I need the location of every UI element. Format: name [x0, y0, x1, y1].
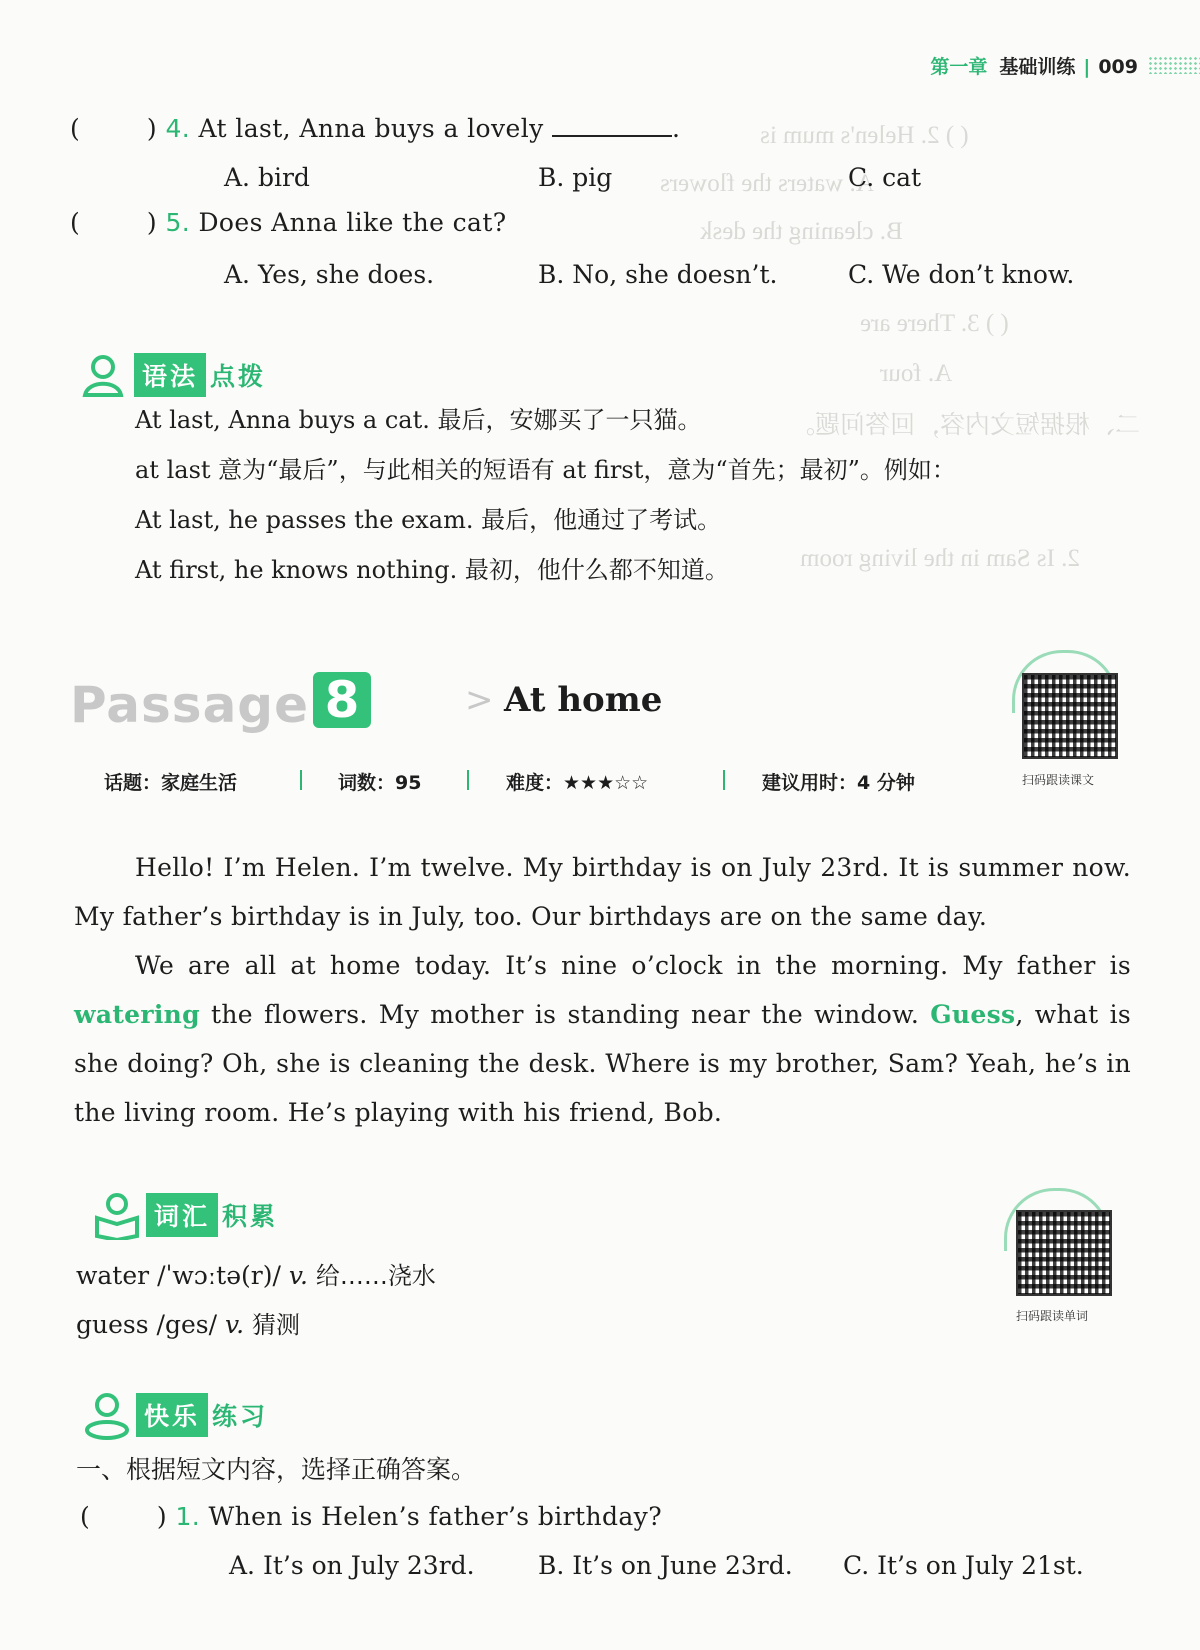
option-b[interactable]: B. No, she doesn’t.	[538, 260, 778, 289]
qr-caption: 扫码跟读单词	[1016, 1309, 1089, 1323]
meta-time: 建议用时：4 分钟	[762, 772, 915, 794]
vocab-meaning: 给……浇水	[315, 1262, 436, 1290]
qr-caption: 扫码跟读课文	[1022, 773, 1095, 787]
option-c[interactable]: C. It’s on July 21st.	[843, 1551, 1084, 1580]
paragraph-text: , what is she doing? Oh, she is cleaning the desk. Where is my brother, Sam? Yeah, he’s in the living room. He’s playing with his friend, Bob.	[74, 1000, 1131, 1127]
ghost-text: 二、根据短文内容，回答问题。	[790, 412, 1141, 439]
vocab-word: guess	[76, 1310, 149, 1339]
passage-paragraph-2	[74, 941, 1131, 1137]
grammar-heading	[80, 350, 266, 400]
header-dots-decoration	[1148, 56, 1200, 74]
grammar-title-rest: 点拨	[210, 362, 267, 391]
ghost-text: ( ) 3. There are	[860, 310, 1009, 337]
option-c[interactable]: C. cat	[848, 163, 922, 192]
option-c[interactable]: C. We don’t know.	[848, 260, 1075, 289]
practice-question-1: ( ) 1. When is Helen’s father’s birthday?	[80, 1502, 663, 1531]
meta-words: 词数：95	[338, 772, 422, 794]
ghost-text: A. waters the flowers	[660, 170, 874, 197]
page-number: 009	[1098, 56, 1138, 78]
vocab-title-rest: 积累	[222, 1202, 279, 1231]
answer-paren[interactable]: ( )	[80, 1502, 168, 1531]
ghost-text: B. cleaning the desk	[700, 218, 903, 245]
option-a[interactable]: A. Yes, she does.	[224, 260, 435, 289]
question-number: 1	[175, 1502, 192, 1531]
meta-separator	[723, 770, 725, 790]
practice-title-rest: 练习	[212, 1402, 269, 1431]
vocab-pos: v.	[224, 1310, 245, 1339]
grammar-line: At first, he knows nothing. 最初，他什么都不知道。	[135, 556, 729, 584]
qr-code-words[interactable]	[1016, 1210, 1112, 1296]
qr-code-text[interactable]	[1022, 673, 1118, 759]
question-number: 5	[165, 208, 182, 237]
ghost-text: 2. Is Sam in the living room	[800, 545, 1080, 572]
passage-title: At home	[504, 680, 663, 720]
option-b[interactable]: B. pig	[538, 163, 613, 192]
ghost-text: A. four	[880, 360, 953, 387]
practice-title-highlight: 快乐	[136, 1393, 208, 1437]
person-smile-icon	[82, 1390, 132, 1440]
paragraph-text: the flowers. My mother is standing near the window.	[199, 1000, 931, 1029]
answer-blank[interactable]	[552, 113, 672, 137]
question-text: Does Anna like the cat?	[198, 208, 507, 237]
grammar-title-highlight: 语法	[134, 353, 206, 397]
question-4: ( ) 4. At last, Anna buys a lovely .	[70, 114, 681, 143]
practice-instruction: 一、根据短文内容，选择正确答案。	[76, 1455, 477, 1484]
meta-topic: 话题：家庭生活	[104, 772, 238, 794]
vocab-word-highlight: watering	[74, 1000, 200, 1029]
vocab-item	[76, 1256, 436, 1291]
grammar-line: at last 意为“最后”，与此相关的短语有 at first，意为“首先；最初”。例如：	[135, 456, 956, 484]
passage-label: Passage	[70, 676, 310, 734]
arrow-icon: >	[465, 680, 494, 720]
passage-number: 8	[313, 672, 371, 728]
chapter-label: 第一章	[930, 56, 988, 78]
question-5: ( ) 5. Does Anna like the cat?	[70, 208, 507, 237]
question-text: When is Helen’s father’s birthday?	[208, 1502, 663, 1531]
grammar-line: At last, he passes the exam. 最后，他通过了考试。	[135, 506, 722, 534]
vocab-heading	[92, 1190, 278, 1240]
answer-paren[interactable]: ( )	[70, 114, 158, 143]
question-number: 4	[165, 114, 182, 143]
option-a[interactable]: A. It’s on July 23rd.	[229, 1551, 475, 1580]
passage-paragraph-1	[74, 843, 1131, 941]
vocab-title-highlight: 词汇	[146, 1193, 218, 1237]
page-header	[930, 52, 1138, 79]
grammar-line: At last, Anna buys a cat. 最后，安娜买了一只猫。	[135, 406, 702, 434]
meta-separator	[300, 770, 302, 790]
practice-heading	[82, 1390, 268, 1440]
vocab-phonetic: /ges/	[156, 1310, 217, 1339]
question-end: .	[671, 114, 681, 143]
option-a[interactable]: A. bird	[224, 163, 310, 192]
paragraph-text: We are all at home today. It’s nine o’clock in the morning. My father is	[135, 951, 1131, 980]
paragraph-text: Hello! I’m Helen. I’m twelve. My birthday is on July 23rd. It is summer now. My father’s birthday is in July, too. Our birthdays are on the same day.	[74, 853, 1131, 931]
section-label: 基础训练	[999, 56, 1076, 78]
vocab-item	[76, 1305, 300, 1340]
vocab-word-highlight: Guess	[930, 1000, 1016, 1029]
ghost-text: ( ) 2. Helen's mum is	[760, 122, 969, 149]
option-b[interactable]: B. It’s on June 23rd.	[538, 1551, 793, 1580]
vocab-word: water	[76, 1261, 150, 1290]
vocab-phonetic: /ˈwɔːtə(r)/	[157, 1261, 281, 1290]
person-book-icon	[92, 1190, 142, 1240]
meta-difficulty: 难度：★★★☆☆	[506, 772, 649, 794]
question-text: At last, Anna buys a lovely	[198, 114, 544, 143]
meta-separator	[467, 770, 469, 790]
person-icon	[80, 350, 130, 400]
answer-paren[interactable]: ( )	[70, 208, 158, 237]
header-separator: |	[1083, 56, 1091, 78]
vocab-meaning: 猜测	[252, 1311, 301, 1339]
vocab-pos: v.	[288, 1261, 308, 1290]
